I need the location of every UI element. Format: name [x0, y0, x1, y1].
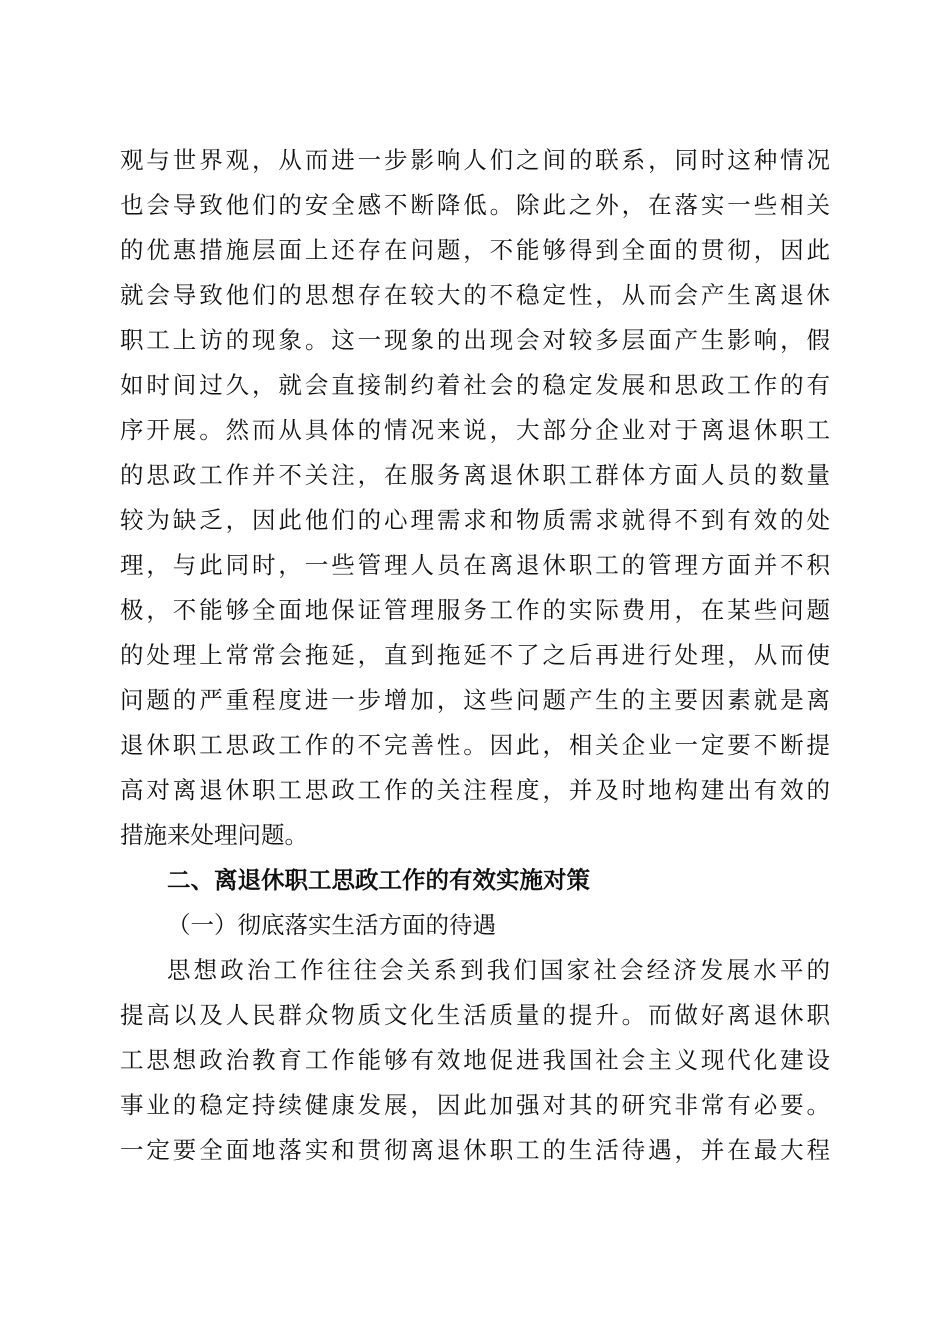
text-line: 思想政治工作往往会关系到我们国家社会经济发展水平的: [167, 956, 830, 984]
text-line: 事业的稳定持续健康发展，因此加强对其的研究非常有必要。: [120, 1091, 830, 1119]
text-line: 问题的严重程度进一步增加，这些问题产生的主要因素就是离: [120, 686, 830, 714]
text-line: 就会导致他们的思想存在较大的不稳定性，从而会产生离退休: [120, 281, 830, 309]
text-line: 的思政工作并不关注，在服务离退休职工群体方面人员的数量: [120, 461, 830, 489]
document-body: [120, 138, 830, 1173]
text-line: 观与世界观，从而进一步影响人们之间的联系，同时这种情况: [120, 146, 830, 174]
text-line: 如时间过久，就会直接制约着社会的稳定发展和思政工作的有: [120, 371, 830, 399]
text-line: 也会导致他们的安全感不断降低。除此之外，在落实一些相关: [120, 191, 830, 219]
text-line: 工思想政治教育工作能够有效地促进我国社会主义现代化建设: [120, 1046, 830, 1074]
text-line: 的处理上常常会拖延，直到拖延不了之后再进行处理，从而使: [120, 641, 830, 669]
section-heading: 二、离退休职工思政工作的有效实施对策: [167, 866, 590, 894]
text-line: 一定要全面地落实和贯彻离退休职工的生活待遇，并在最大程: [120, 1136, 830, 1164]
text-line: 理，与此同时，一些管理人员在离退休职工的管理方面并不积: [120, 551, 830, 579]
text-line: 职工上访的现象。这一现象的出现会对较多层面产生影响，假: [120, 326, 830, 354]
text-line: 极，不能够全面地保证管理服务工作的实际费用，在某些问题: [120, 596, 830, 624]
subsection-heading: （一）彻底落实生活方面的待遇: [167, 911, 496, 939]
text-line: 较为缺乏，因此他们的心理需求和物质需求就得不到有效的处: [120, 506, 830, 534]
text-line: 序开展。然而从具体的情况来说，大部分企业对于离退休职工: [120, 416, 830, 444]
text-line: 的优惠措施层面上还存在问题，不能够得到全面的贯彻，因此: [120, 236, 830, 264]
text-line: 高对离退休职工思政工作的关注程度，并及时地构建出有效的: [120, 776, 830, 804]
text-line: 退休职工思政工作的不完善性。因此，相关企业一定要不断提: [120, 731, 830, 759]
text-line: 提高以及人民群众物质文化生活质量的提升。而做好离退休职: [120, 1001, 830, 1029]
text-line: 措施来处理问题。: [120, 821, 308, 849]
